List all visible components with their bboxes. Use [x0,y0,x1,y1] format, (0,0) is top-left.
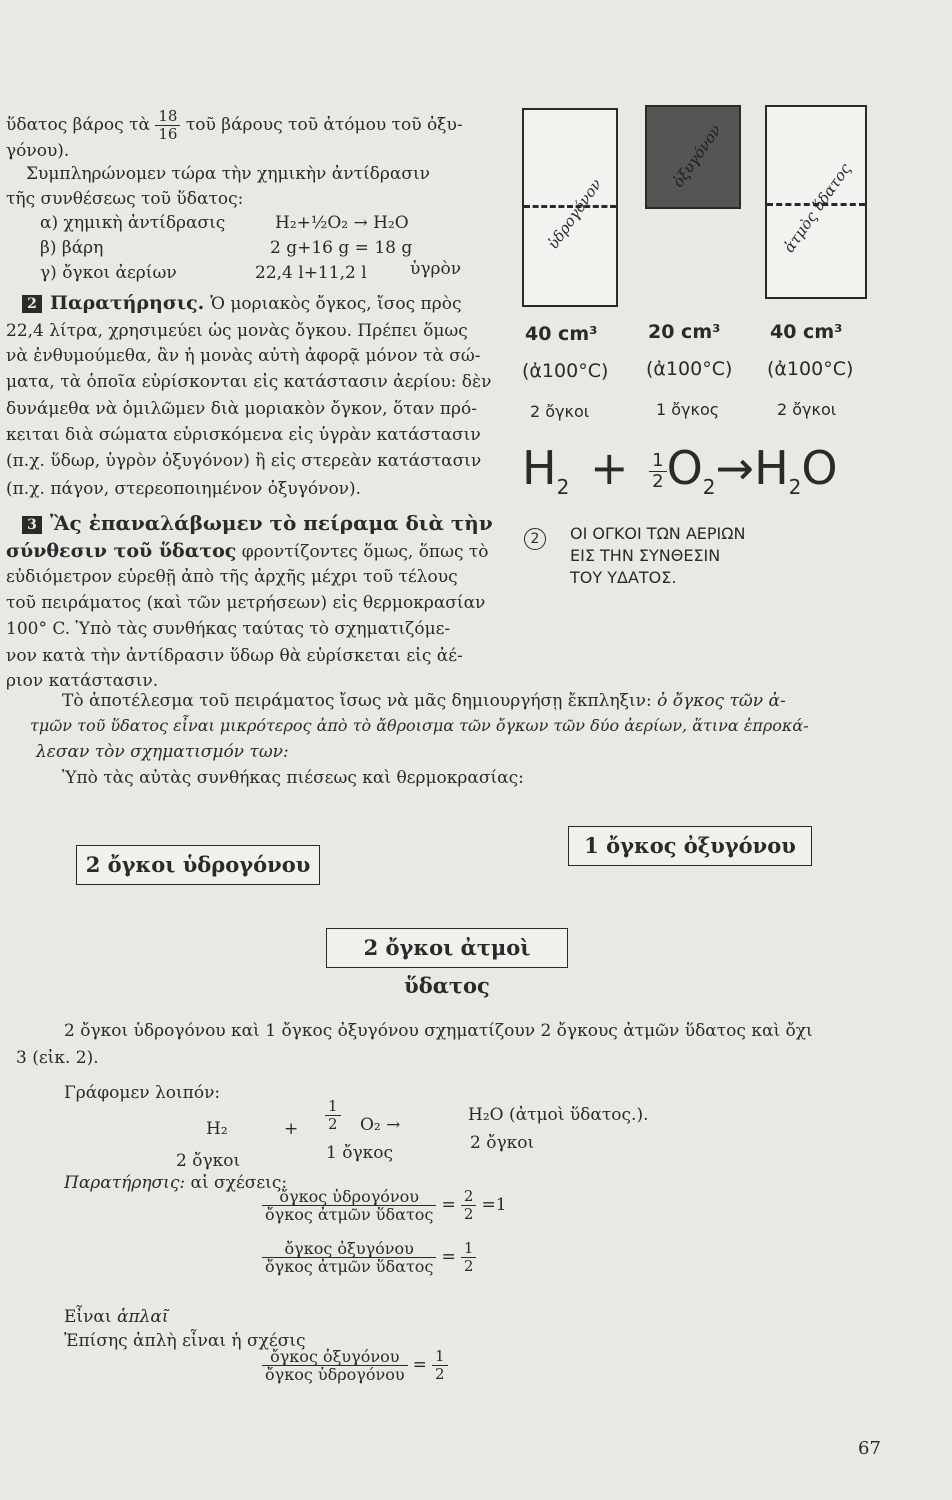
eq-h2o: H₂O (ἀτμοὶ ὕδατος.). [468,1105,649,1125]
text-line: τῆς συνθέσεως τοῦ ὕδατος: [6,189,244,209]
box-oxygen: 1 ὄγκος ὀξυγόνου [568,826,812,866]
caption-line: ΕΙΣ ΤΗΝ ΣΥΝΘΕΣΙΝ [570,546,721,565]
jar-volume: 20 cm³ [648,321,721,343]
jar-condition: (ἀ100°C) [522,360,609,382]
eq-under: 2 ὄγκοι [176,1151,241,1171]
reaction-row-label: γ) ὄγκοι ἀερίων [40,263,177,283]
eq-under: 2 ὄγκοι [470,1133,535,1153]
ratio-2: $\frac{\text{ὄγκος ὀξυγόνου}}{\text{ὄγκος ἀτμῶν ὕδατος}}$ = $\frac{1}{2}$ [262,1240,476,1275]
text-line: Γράφομεν λοιπόν: [64,1083,221,1103]
eq-h2: H₂ [206,1119,228,1139]
box-steam: 2 ὄγκοι ἀτμοὶ ὕδατος [326,928,568,968]
text-line: Εἶναι ἁπλαῖ [64,1307,169,1327]
text-line: νὰ ἐνθυμούμεθα, ἂν ἡ μονὰς αὐτὴ ἀφορᾷ μόνον τὰ σώ- [6,346,481,366]
jar-count: 2 ὄγκοι [777,400,837,419]
remark-line: Παρατήρησις: αἱ σχέσεις: [64,1173,288,1193]
text-line: τμῶν τοῦ ὕδατος εἶναι μικρότερος ἀπὸ τὸ ἄθροισμα τῶν ὄγκων τῶν δύο ἀερίων, ἅτινα ἐπροκά- [30,716,809,735]
eq-half: $\frac{1}{2}$ [325,1098,341,1133]
jar-volume: 40 cm³ [525,323,598,345]
eq-under: 1 ὄγκος [326,1143,393,1163]
eq-plus: + [284,1119,299,1139]
text-line: 2 ὄγκοι ὑδρογόνου καὶ 1 ὄγκος ὀξυγόνου σχηματίζουν 2 ὄγκους ἀτμῶν ὕδατος καὶ ὄχι [64,1021,813,1041]
text-line: σύνθεσιν τοῦ ὕδατος φροντίζοντες ὅμως, ὅπως τὸ [6,540,489,562]
text-line: δυνάμεθα νὰ ὁμιλῶμεν διὰ μοριακὸν ὄγκον, ὅταν πρό- [6,399,477,419]
eq-o2: O₂ → [360,1115,401,1135]
text-line: γόνου). [6,141,70,161]
text-line: εὐδιόμετρον εὑρεθῇ ἀπὸ τῆς ἀρχῆς μέχρι τοῦ τέλους [6,567,458,587]
text-line: Συμπληρώνομεν τώρα τὴν χημικὴν ἀντίδρασιν [26,164,430,184]
jar-count: 2 ὄγκοι [530,402,590,421]
jar-volume: 40 cm³ [770,321,843,343]
text-line: 100° C. Ὑπὸ τὰς συνθήκας ταύτας τὸ σχηματιζόμε- [6,619,451,639]
reaction-row-label: α) χημικὴ ἀντίδρασις [40,213,226,233]
figure-equation: $H_2$ + $\frac{1}{2}$ $O_2\to H_2O$ [522,441,838,500]
text-line: ριον κατάστασιν. [6,671,159,691]
text-line: λεσαν τὸν σχηματισμόν των: [36,742,289,762]
jar-oxygen [645,105,741,209]
reaction-row-label: β) βάρη [40,238,104,258]
text-line: τοῦ πειράματος (καὶ τῶν μετρήσεων) εἰς θερμοκρασίαν [6,593,486,613]
section-3-heading: 3 Ἂς ἐπαναλάβωμεν τὸ πείραμα διὰ τὴν [22,512,493,534]
text-line: Ἐπίσης ἁπλὴ εἶναι ἡ σχέσις [64,1331,306,1351]
jar-label: ὑδρογόνον [543,175,606,253]
text-line: 3 (εἰκ. 2). [16,1048,99,1068]
section-2-heading: 2 Παρατήρησις. Ὁ μοριακὸς ὄγκος, ἴσος πρὸς [22,292,461,315]
text-line: ὕδατος βάρος τὰ $\frac{18}{16}$ τοῦ βάρους τοῦ ἀτόμου τοῦ ὀξυ- [6,107,463,143]
fraction-18-16: $\frac{18}{16}$ [155,108,180,143]
jar-label: ὀξυγόνον [668,121,725,191]
figure-caption [524,528,546,550]
caption-line: ΤΟΥ ΥΔΑΤΟΣ. [570,568,677,587]
text-line: ματα, τὰ ὁποῖα εὑρίσκονται εἰς κατάστασιν ἀερίου: δὲν [6,372,492,392]
caption-line: ΟΙ ΟΓΚΟΙ ΤΩΝ ΑΕΡΙΩΝ [570,524,746,543]
box-hydrogen: 2 ὄγκοι ὑδρογόνου [76,845,320,885]
text-line: Ὑπὸ τὰς αὐτὰς συνθήκας πιέσεως καὶ θερμοκρασίας: [62,768,524,788]
reaction-row-value: H₂+½O₂ → H₂O [275,213,409,233]
page-number: 67 [858,1438,881,1459]
text-line: 22,4 λίτρα, χρησιμεύει ὡς μονὰς ὄγκου. Πρέπει ὅμως [6,321,468,341]
jar-hydrogen [522,108,618,307]
text-line: νον κατὰ τὴν ἀντίδρασιν ὕδωρ θὰ εὑρίσκεται εἰς ἀέ- [6,646,463,666]
reaction-row-extra: ὑγρὸν [410,259,462,279]
text-line: κειται διὰ σώματα εὑρισκόμενα εἰς ὑγρὰν κατάστασιν [6,425,481,445]
jar-label: ἀτμὸς ὕδατος [779,160,855,256]
text-line: (π.χ. πάγον, στερεοποιημένον ὀξυγόνον). [6,479,362,499]
jar-steam [765,105,867,299]
section-number: 2 [22,295,42,313]
ratio-1: $\frac{\text{ὄγκος ὑδρογόνου}}{\text{ὄγκος ἀτμῶν ὕδατος}}$ = $\frac{2}{2}$ =1 [262,1188,507,1223]
ratio-3: $\frac{\text{ὄγκος ὀξυγόνου}}{\text{ὄγκος ὑδρογόνου}}$ = $\frac{1}{2}$ [262,1348,448,1383]
jar-condition: (ἀ100°C) [767,358,854,380]
text-line: (π.χ. ὕδωρ, ὑγρὸν ὀξυγόνον) ἢ εἰς στερεὰν κατάστασιν [6,451,482,471]
text-line: Τὸ ἀποτέλεσμα τοῦ πειράματος ἴσως νὰ μᾶς δημιουργήσῃ ἔκπληξιν: ὁ ὄγκος τῶν ἀ- [62,691,786,711]
reaction-row-value: 22,4 l+11,2 l [255,263,367,283]
jar-count: 1 ὄγκος [656,400,720,419]
reaction-row-value: 2 g+16 g = 18 g [270,238,413,258]
figure-number: 2 [524,528,546,550]
jar-condition: (ἀ100°C) [646,358,733,380]
section-number: 3 [22,516,42,534]
